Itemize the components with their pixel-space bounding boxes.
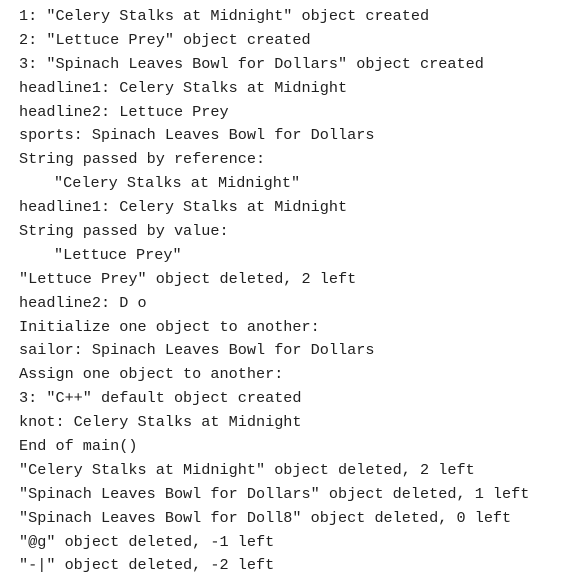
output-line: knot: Celery Stalks at Midnight [19,413,302,432]
output-line: headline2: D o [19,293,147,312]
output-line: "Spinach Leaves Bowl for Dollars" object deleted, 1 left [19,484,530,503]
output-line: 1: "Celery Stalks at Midnight" object created [19,7,430,25]
output-line: "Spinach Leaves Bowl for Doll8" object deleted, 0 left [19,508,512,527]
output-line: "Celery Stalks at Midnight" object deleted, 2 left [19,460,475,479]
output-line-indented: "Celery Stalks at Midnight" [54,174,301,193]
output-line: 2: "Lettuce Prey" object created [19,30,311,49]
output-line: sports: Spinach Leaves Bowl for Dollars [19,126,375,145]
output-line: headline1: Celery Stalks at Midnight [19,78,348,97]
output-line: "@g" object deleted, -1 left [19,532,275,551]
output-line: String passed by reference: [19,150,266,169]
output-line-indented: "Lettuce Prey" [54,245,182,264]
output-line: headline1: Celery Stalks at Midnight [19,198,348,217]
output-line: Initialize one object to another: [19,317,320,336]
output-line: "Lettuce Prey" object deleted, 2 left [19,269,357,288]
output-line: Assign one object to another: [19,365,284,384]
output-line: End of main() [19,437,138,456]
output-line: "-|" object deleted, -2 left [19,556,275,575]
output-line: sailor: Spinach Leaves Bowl for Dollars [19,341,375,360]
output-line: 3: "Spinach Leaves Bowl for Dollars" object created [19,54,484,73]
output-line: String passed by value: [19,222,229,241]
output-line: headline2: Lettuce Prey [19,102,229,121]
output-line: 3: "C++" default object created [19,389,302,408]
